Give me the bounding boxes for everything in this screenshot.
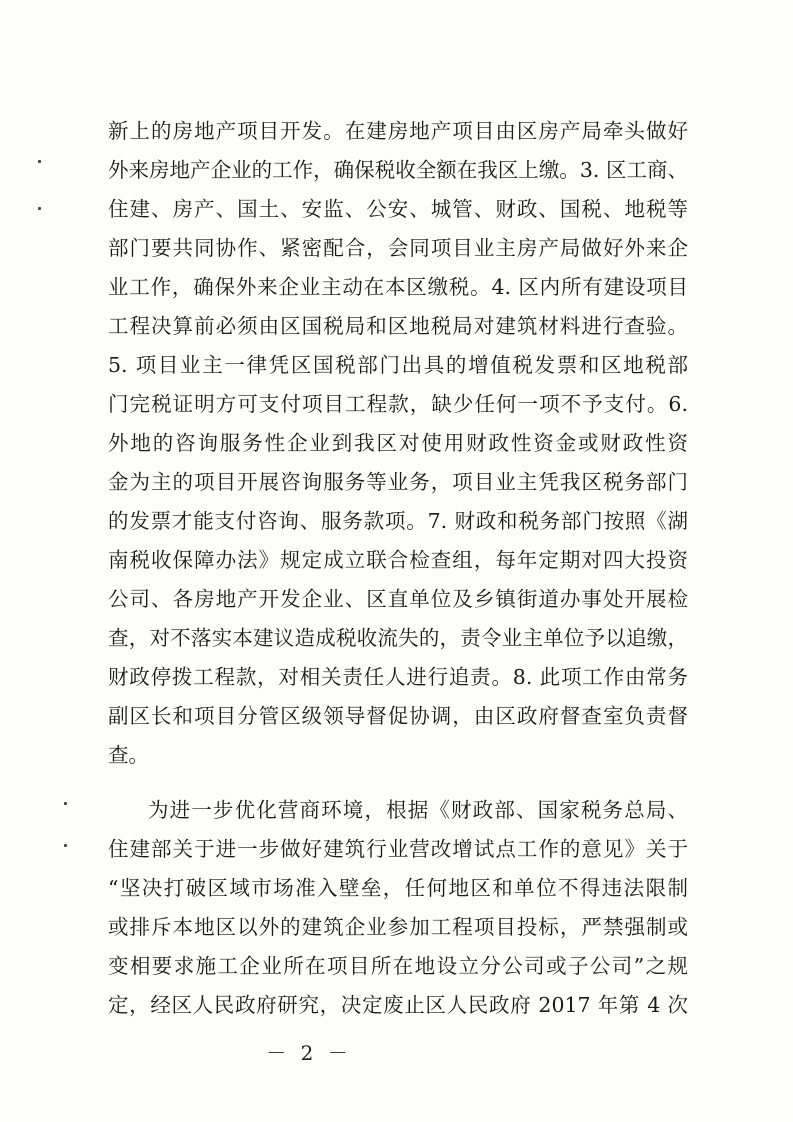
page-number: － 2 － (266, 1041, 352, 1065)
text-line: 门完税证明方可支付项目工程款，缺少任何一项不予支付。6. (108, 392, 688, 416)
scan-speck (64, 844, 67, 847)
text-line-last: 查。 (108, 743, 149, 767)
scan-speck (64, 802, 67, 805)
body-text (108, 112, 688, 1025)
text-line: 外来房地产企业的工作，确保税收全额在我区上缴。3. 区工商、 (108, 158, 688, 182)
text-line: 南税收保障办法》规定成立联合检查组，每年定期对四大投资 (108, 548, 688, 572)
text-line-indented: 为进一步优化营商环境，根据《财政部、国家税务总局、 (148, 798, 688, 822)
scan-speck (38, 207, 41, 210)
text-line: 金为主的项目开展咨询服务等业务，项目业主凭我区税务部门 (108, 470, 688, 494)
text-line: “坚决打破区域市场准入壁垒，任何地区和单位不得违法限制 (108, 876, 688, 900)
text-line: 定，经区人民政府研究，决定废止区人民政府 2017 年第 4 次 (108, 993, 688, 1017)
text-line: 部门要共同协作、紧密配合，会同项目业主房产局做好外来企 (108, 236, 688, 260)
paragraph-continuation (108, 112, 688, 775)
text-line: 变相要求施工企业所在项目所在地设立分公司或子公司”之规 (108, 954, 688, 978)
text-line: 住建部关于进一步做好建筑行业营改增试点工作的意见》关于 (108, 837, 688, 861)
text-line: 住建、房产、国土、安监、公安、城管、财政、国税、地税等 (108, 197, 688, 221)
text-line: 或排斥本地区以外的建筑企业参加工程项目投标，严禁强制或 (108, 915, 688, 939)
text-line: 5. 项目业主一律凭区国税部门出具的增值税发票和区地税部 (108, 353, 688, 377)
paragraph-repeal-decision (108, 791, 688, 1025)
text-line: 新上的房地产项目开发。在建房地产项目由区房产局牵头做好 (108, 119, 688, 143)
text-line: 外地的咨询服务性企业到我区对使用财政性资金或财政性资 (108, 431, 688, 455)
text-line: 业工作，确保外来企业主动在本区缴税。4. 区内所有建设项目 (108, 275, 688, 299)
text-line: 的发票才能支付咨询、服务款项。7. 财政和税务部门按照《湖 (108, 509, 688, 533)
text-line: 公司、各房地产开发企业、区直单位及乡镇街道办事处开展检 (108, 587, 688, 611)
text-line: 工程决算前必须由区国税局和区地税局对建筑材料进行查验。 (108, 314, 688, 338)
text-line: 副区长和项目分管区级领导督促协调，由区政府督查室负责督 (108, 704, 688, 728)
scan-speck (38, 160, 41, 163)
text-line: 查，对不落实本建议造成税收流失的，责令业主单位予以追缴， (108, 626, 688, 650)
text-line: 财政停拨工程款，对相关责任人进行追责。8. 此项工作由常务 (108, 665, 688, 689)
paragraph-gap (108, 775, 688, 791)
